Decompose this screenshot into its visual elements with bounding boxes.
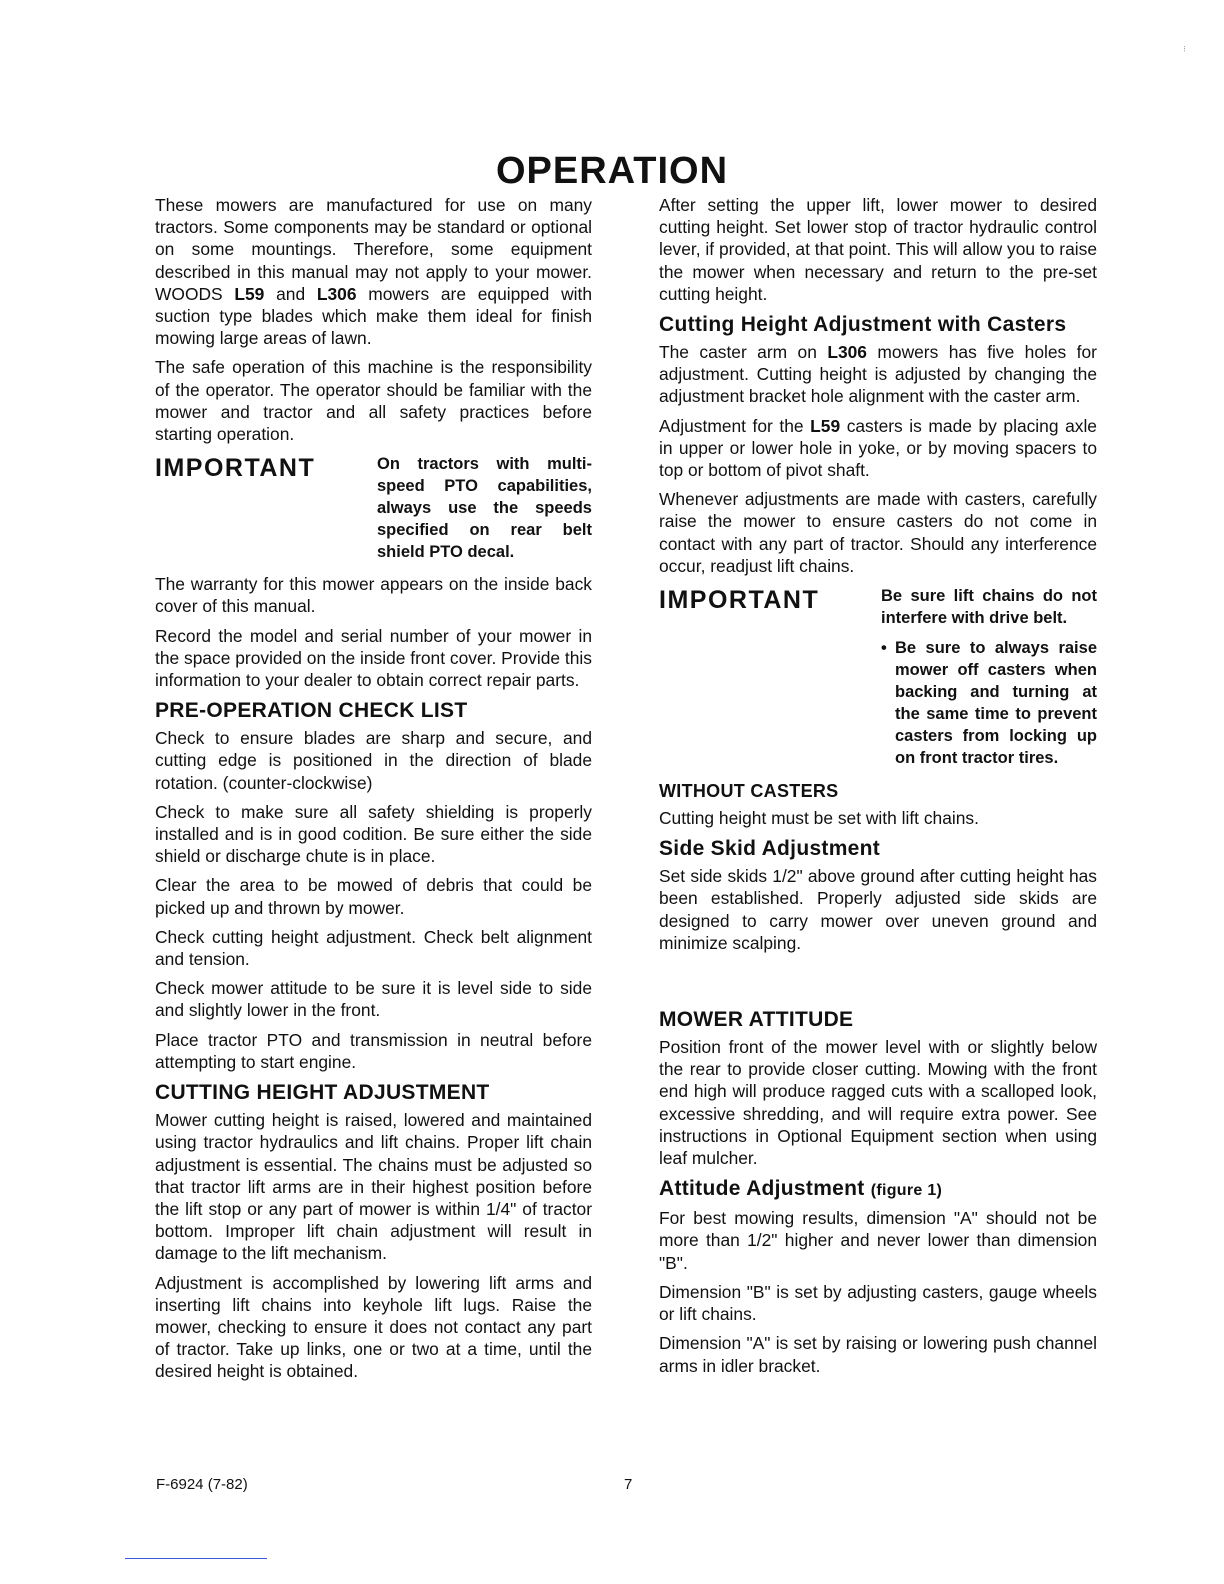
checklist-item: Check to ensure blades are sharp and secure, and cutting edge is positioned in the direction of blade rotation. (counter-clockwise) [155,728,592,793]
cutting-height-heading: CUTTING HEIGHT ADJUSTMENT [155,1081,490,1105]
mower-attitude-heading: MOWER ATTITUDE [659,1008,854,1032]
corner-mark: ⁝ [1183,44,1186,54]
side-skid-heading: Side Skid Adjustment [659,837,881,861]
safety-paragraph: The safe operation of this machine is the responsibility of the operator. The operator should be familiar with the mower and tractor and all safety practices before starting operation. [155,357,592,445]
model-l59: L59 [234,283,265,304]
left-column [155,194,592,1390]
mower-attitude-paragraph: Position front of the mower level with or slightly below the rear to provide closer cutting. Mowing with the front end high will produce ragged cuts with a scalloped look, excessive shredding, and will require extra power. See instructions in Optional Equipment section when using leaf mulcher. [659,1037,1097,1169]
page-title: OPERATION [495,150,729,192]
casters-heading: Cutting Height Adjustment with Casters [659,313,1067,337]
important-label: IMPORTANT [155,454,316,483]
cutting-height-paragraph: Mower cutting height is raised, lowered and maintained using tractor hydraulics and lift chains. Proper lift chain adjustment is essential. The chains must be adjusted so that tractor lift arms are in their highest position before the lift stop or any part of mower is within 1/4" of tractor bottom. Improper lift chain adjustment will result in damage to the lift mechanism. [155,1110,592,1264]
checklist-item: Place tractor PTO and transmission in neutral before attempting to start engine. [155,1029,592,1072]
important-label: IMPORTANT [659,586,820,615]
checklist-item: Check mower attitude to be sure it is level side to side and slightly lower in the front. [155,978,592,1021]
checklist-item: Clear the area to be mowed of debris that could be picked up and thrown by mower. [155,875,592,918]
record-paragraph: Record the model and serial number of your mower in the space provided on the inside front cover. Provide this information to your dealer to obtain correct repair parts. [155,625,592,691]
casters-paragraph: Adjustment for the L59 casters is made by placing axle in upper or lower hole in yoke, or by moving spacers to top or bottom of pivot shaft. [659,415,1097,481]
important-text: Be sure lift chains do not interfere with drive belt. • Be sure to always raise mower off casters when backing and turning at the same time to prevent casters from locking up on front tractor tires. [881,587,1097,768]
casters-paragraph: Whenever adjustments are made with casters, carefully raise the mower to ensure casters do not come in contact with any part of tractor. Should any interference occur, readjust lift chains. [659,489,1097,576]
attitude-adjustment-paragraph: For best mowing results, dimension "A" should not be more than 1/2" higher and never lower than dimension "B". [659,1208,1097,1273]
without-casters-paragraph: Cutting height must be set with lift chains. [659,808,979,829]
important-notice [659,585,1097,769]
without-casters-heading: WITHOUT CASTERS [659,781,839,802]
intro-paragraph: These mowers are manufactured for use on many tractors. Some components may be standard or optional on some mountings. Therefore, some equipment described in this manual may not apply to your mower. WOODS L59 and L306 mowers are equipped with suction type blades which make them ideal for finish mowing large areas of lawn. [155,195,592,349]
important-notice [155,453,592,563]
page-number: 7 [624,1476,633,1493]
right-column [659,194,1097,1384]
attitude-adjustment-paragraph: Dimension "A" is set by raising or lowering push channel arms in idler bracket. [659,1333,1097,1376]
edge-line [125,1558,267,1559]
model-l59: L59 [810,415,841,436]
bullet-icon: • [881,639,887,658]
checklist-item: Check cutting height adjustment. Check belt alignment and tension. [155,926,592,970]
checklist-heading: PRE-OPERATION CHECK LIST [155,699,468,723]
cutting-height-paragraph: Adjustment is accomplished by lowering lift arms and inserting lift chains into keyhole lift lugs. Raise the mower, checking to ensure it does not contact any part of tractor. Take up links, one or two at a time, until the desired height is obtained. [155,1272,592,1382]
warranty-paragraph: The warranty for this mower appears on the inside back cover of this manual. [155,574,592,617]
upper-lift-paragraph: After setting the upper lift, lower mower to desired cutting height. Set lower stop of tractor hydraulic control lever, if provided, at that point. This will allow you to raise the mower when necessary and return to the pre-set cutting height. [659,195,1097,304]
footer-form-code: F-6924 (7-82) [156,1476,248,1493]
important-bullet-item: • Be sure to always raise mower off casters when backing and turning at the same time to prevent casters from locking up on front tractor tires. [881,639,1097,768]
important-text: On tractors with multi-speed PTO capabilities, always use the speeds specified on rear belt shield PTO decal. [377,455,592,562]
attitude-adjustment-heading: Attitude Adjustment (figure 1) [659,1177,943,1201]
side-skid-paragraph: Set side skids 1/2" above ground after cutting height has been established. Properly adjusted side skids are designed to carry mower over uneven ground and minimize scalping. [659,866,1097,953]
attitude-adjustment-paragraph: Dimension "B" is set by adjusting casters, gauge wheels or lift chains. [659,1281,1097,1325]
model-l306: L306 [827,342,867,363]
checklist-item: Check to make sure all safety shielding is properly installed and is in good codition. Be sure either the side shield or discharge chute is in place. [155,801,592,867]
casters-paragraph: The caster arm on L306 mowers has five holes for adjustment. Cutting height is adjusted by changing the adjustment bracket hole alignment with the caster arm. [659,342,1097,407]
model-l306: L306 [316,283,357,304]
